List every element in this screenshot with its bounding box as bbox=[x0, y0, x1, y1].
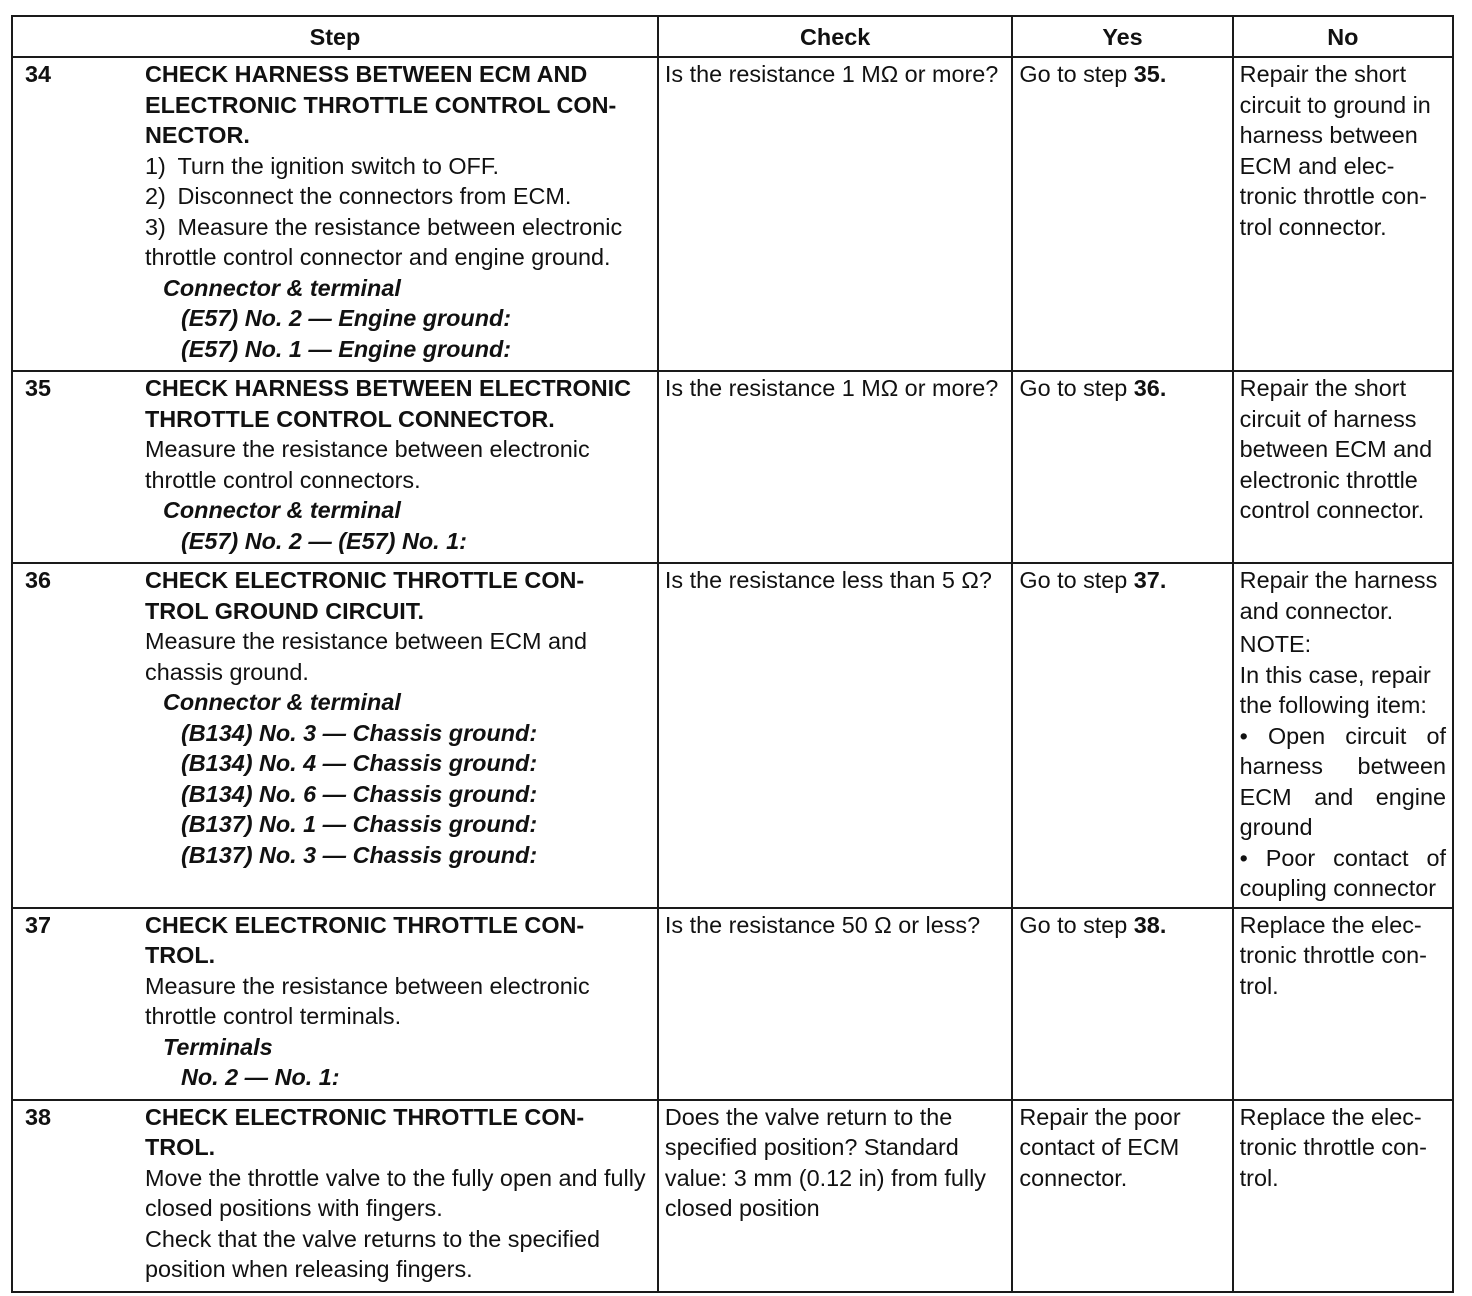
check-cell: Is the resistance 1 MΩ or more? bbox=[658, 371, 1012, 563]
connector-terminal-item: (B134) No. 6 — Chassis ground: bbox=[181, 780, 538, 807]
step-title: CHECK HARNESS BETWEEN ECM AND ELECTRONIC THROTTLE CONTROL CON- NECTOR. bbox=[145, 61, 617, 148]
check-cell: Is the resistance 1 MΩ or more? bbox=[658, 57, 1012, 371]
step-number: 34 bbox=[25, 61, 52, 87]
step-cell bbox=[12, 57, 658, 371]
no-text: Repair the short circuit to ground in harness between ECM and elec- tronic throttle con- trol connector. bbox=[1239, 61, 1431, 240]
header-check: Check bbox=[658, 16, 1012, 57]
connector-terminal-label: Connector & terminal bbox=[163, 689, 401, 715]
yes-step-ref: 35. bbox=[1133, 61, 1167, 87]
step-instruction: 3) Measure the resistance between electronic throttle control connector and engine ground. bbox=[145, 213, 623, 270]
yes-step-ref: 36. bbox=[1133, 375, 1167, 401]
yes-cell bbox=[1012, 57, 1232, 371]
connector-terminal-item: No. 2 — No. 1: bbox=[181, 1064, 340, 1090]
yes-cell bbox=[1012, 563, 1232, 908]
no-cell bbox=[1233, 563, 1453, 908]
table-row-37 bbox=[12, 908, 1453, 1100]
yes-cell: Repair the poor contact of ECM connector. bbox=[1012, 1100, 1232, 1292]
no-cell bbox=[1233, 908, 1453, 1100]
connector-terminal-item: (B137) No. 1 — Chassis ground: bbox=[181, 811, 538, 837]
header-no: No bbox=[1233, 16, 1453, 57]
step-cell bbox=[12, 1100, 658, 1292]
yes-text: Go to step bbox=[1019, 61, 1134, 87]
no-cell bbox=[1233, 57, 1453, 371]
connector-terminal-item: (B134) No. 4 — Chassis ground: bbox=[181, 750, 538, 776]
yes-text: Go to step bbox=[1019, 911, 1134, 938]
yes-step-ref: 37. bbox=[1133, 567, 1167, 593]
table-row-34 bbox=[12, 57, 1453, 371]
step-instruction: 1) Turn the ignition switch to OFF. bbox=[145, 152, 500, 179]
step-title: CHECK ELECTRONIC THROTTLE CON- TROL GROUND CIRCUIT. bbox=[145, 567, 585, 624]
no-cell bbox=[1233, 1100, 1453, 1292]
step-number: 35 bbox=[25, 375, 52, 401]
connector-terminal-label: Terminals bbox=[163, 1033, 273, 1060]
connector-terminal-label: Connector & terminal bbox=[163, 274, 401, 301]
check-cell: Is the resistance less than 5 Ω? bbox=[658, 563, 1012, 908]
header-yes: Yes bbox=[1012, 16, 1232, 57]
yes-cell bbox=[1012, 908, 1232, 1100]
yes-text: Go to step bbox=[1019, 567, 1134, 593]
step-cell bbox=[12, 908, 658, 1100]
yes-cell bbox=[1012, 371, 1232, 563]
connector-terminal-item: (B137) No. 3 — Chassis ground: bbox=[181, 841, 538, 868]
step-number: 38 bbox=[25, 1103, 52, 1130]
yes-text: Go to step bbox=[1019, 375, 1134, 401]
connector-terminal-item: (E57) No. 1 — Engine ground: bbox=[181, 335, 512, 362]
step-cell bbox=[12, 563, 658, 908]
table-header-row bbox=[12, 16, 1453, 57]
step-title: CHECK HARNESS BETWEEN ELECTRONIC THROTTLE CONTROL CONNECTOR. bbox=[145, 375, 632, 432]
check-cell: Does the valve return to the specified position? Standard value: 3 mm (0.12 in) from fully closed position bbox=[658, 1100, 1012, 1292]
no-text: Replace the elec- tronic throttle con- trol. bbox=[1239, 1103, 1427, 1191]
note-label: NOTE: bbox=[1239, 631, 1312, 657]
step-instruction: Check that the valve returns to the specified position when releasing fingers. bbox=[145, 1225, 601, 1282]
table-row-35 bbox=[12, 371, 1453, 563]
step-number: 36 bbox=[25, 567, 52, 593]
step-instruction: Move the throttle valve to the fully open and fully closed positions with fingers. bbox=[145, 1164, 646, 1221]
connector-terminal-item: (E57) No. 2 — (E57) No. 1: bbox=[181, 527, 467, 554]
check-cell: Is the resistance 50 Ω or less? bbox=[658, 908, 1012, 1100]
yes-step-ref: 38. bbox=[1133, 911, 1167, 938]
step-cell bbox=[12, 371, 658, 563]
diagnostic-table bbox=[11, 15, 1454, 1293]
connector-terminal-label: Connector & terminal bbox=[163, 497, 401, 523]
header-step: Step bbox=[12, 16, 658, 57]
no-text: Repair the harness and connector. bbox=[1239, 567, 1438, 624]
step-instruction: Measure the resistance between electronic throttle control connectors. bbox=[145, 436, 590, 493]
step-number: 37 bbox=[25, 911, 52, 938]
connector-terminal-item: (E57) No. 2 — Engine ground: bbox=[181, 305, 512, 331]
table-row-38 bbox=[12, 1100, 1453, 1292]
no-text: Replace the elec- tronic throttle con- trol. bbox=[1239, 911, 1427, 999]
step-title: CHECK ELECTRONIC THROTTLE CON- TROL. bbox=[145, 911, 585, 968]
note-item: • Poor contact of coupling connector bbox=[1239, 844, 1446, 901]
no-cell: Repair the short circuit of harness between ECM and electronic throttle control connector. bbox=[1233, 371, 1453, 563]
table-row-36 bbox=[12, 563, 1453, 908]
note-item: • Open circuit of harness between ECM and engine ground bbox=[1239, 722, 1446, 840]
step-instruction: 2) Disconnect the connectors from ECM. bbox=[145, 183, 572, 209]
note-text: In this case, repair the following item: bbox=[1239, 661, 1431, 718]
step-instruction: Measure the resistance between ECM and chassis ground. bbox=[145, 628, 588, 685]
step-title: CHECK ELECTRONIC THROTTLE CON- TROL. bbox=[145, 1103, 585, 1160]
step-instruction: Measure the resistance between electronic throttle control terminals. bbox=[145, 972, 590, 1029]
connector-terminal-item: (B134) No. 3 — Chassis ground: bbox=[181, 719, 538, 746]
